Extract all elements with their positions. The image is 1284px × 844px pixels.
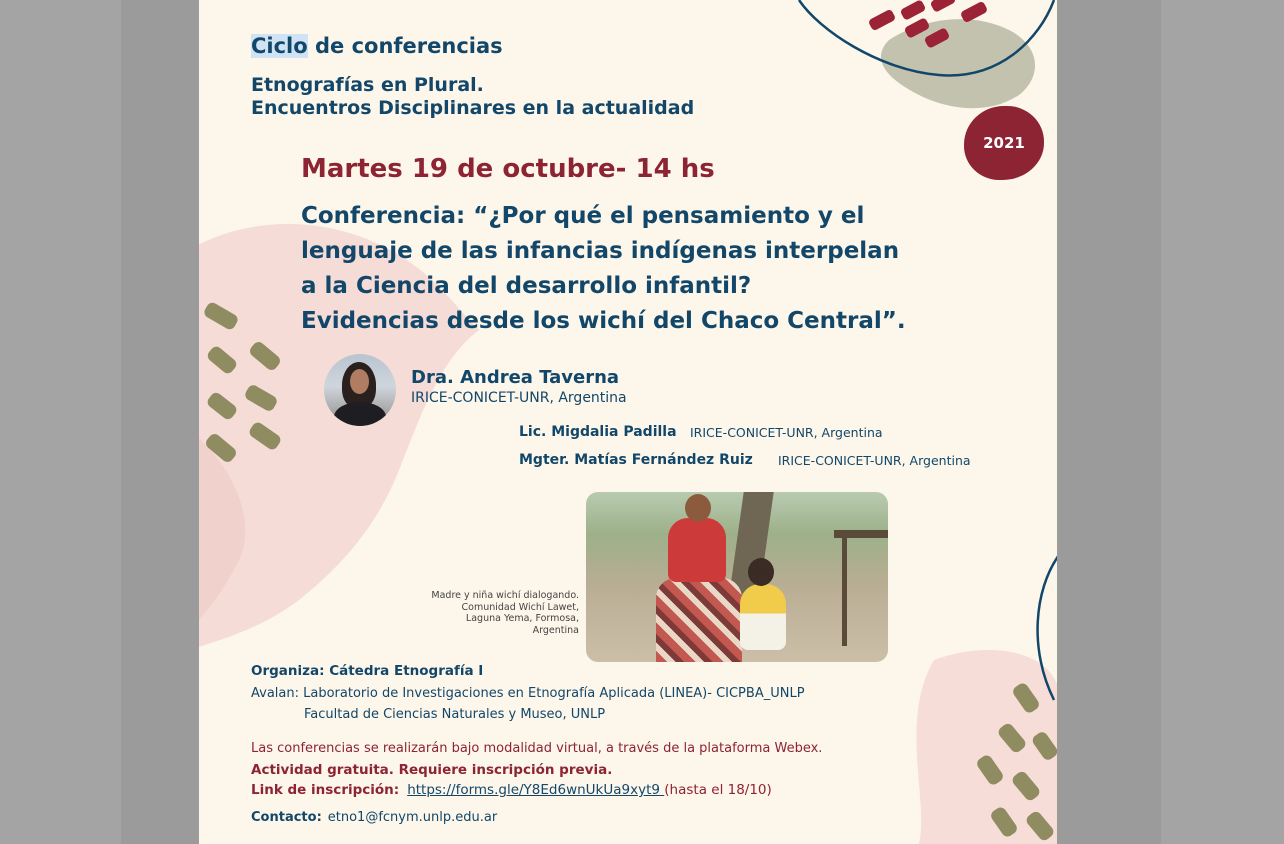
series-name-line2: Encuentros Disciplinares en la actualidad [251, 97, 695, 119]
photo-caption-line: Argentina [532, 624, 579, 636]
series-title-highlight: Ciclo [251, 34, 308, 58]
series-title-rest: de conferencias [307, 34, 503, 58]
registration-link[interactable]: https://forms.gle/Y8Ed6wnUkUa9xyt9 [407, 782, 665, 798]
registration-deadline: (hasta el 18/10) [664, 782, 772, 798]
conference-title-line: Conferencia: “¿Por qué el pensamiento y el [301, 203, 865, 229]
conference-title-line: a la Ciencia del desarrollo infantil? [301, 273, 752, 299]
speaker-name: Dra. Andrea Taverna [411, 367, 620, 388]
speaker-name: Lic. Migdalia Padilla [519, 424, 677, 440]
contact-row [251, 810, 497, 825]
contact-email[interactable]: etno1@fcnym.unlp.edu.ar [327, 810, 498, 825]
speaker-avatar [324, 354, 396, 426]
series-name-line1: Etnografías en Plural. [251, 74, 484, 96]
speaker-affiliation: IRICE-CONICET-UNR, Argentina [690, 425, 883, 440]
mother-child-photo [586, 492, 888, 662]
series-title [251, 34, 503, 58]
viewer-margin-left [121, 0, 199, 844]
modality-note: Las conferencias se realizarán bajo modalidad virtual, a través de la plataforma Webex. [251, 741, 823, 756]
contact-label: Contacto: [251, 810, 322, 825]
registration-row [251, 782, 772, 798]
endorsement-line: Avalan: Laboratorio de Investigaciones en Etnografía Aplicada (LINEA)- CICPBA_UNLP [251, 686, 805, 701]
photo-caption-line: Laguna Yema, Formosa, [465, 613, 579, 624]
endorsement-line: Facultad de Ciencias Naturales y Museo, UNLP [304, 707, 606, 722]
photo-caption-line: Comunidad Wichí Lawet, [461, 601, 579, 613]
photo-caption [395, 590, 579, 636]
conference-title-line: lenguaje de las infancias indígenas interpelan [301, 238, 900, 264]
event-date: Martes 19 de octubre- 14 hs [301, 154, 715, 184]
free-activity-note: Actividad gratuita. Requiere inscripción previa. [251, 762, 613, 778]
conference-flyer [199, 0, 1057, 844]
viewer-margin-right [1057, 0, 1161, 844]
speaker-affiliation: IRICE-CONICET-UNR, Argentina [411, 390, 627, 406]
speaker-affiliation: IRICE-CONICET-UNR, Argentina [778, 453, 971, 468]
registration-label: Link de inscripción: [251, 782, 400, 798]
viewer-background-right [1161, 0, 1284, 844]
viewer-background-left [0, 0, 121, 844]
year-badge: 2021 [964, 106, 1044, 180]
organizer: Organiza: Cátedra Etnografía I [251, 663, 484, 679]
conference-title [301, 199, 981, 339]
conference-title-line: Evidencias desde los wichí del Chaco Central”. [301, 308, 906, 334]
photo-caption-line: Madre y niña wichí dialogando. [431, 590, 579, 601]
speaker-name: Mgter. Matías Fernández Ruiz [519, 452, 753, 468]
